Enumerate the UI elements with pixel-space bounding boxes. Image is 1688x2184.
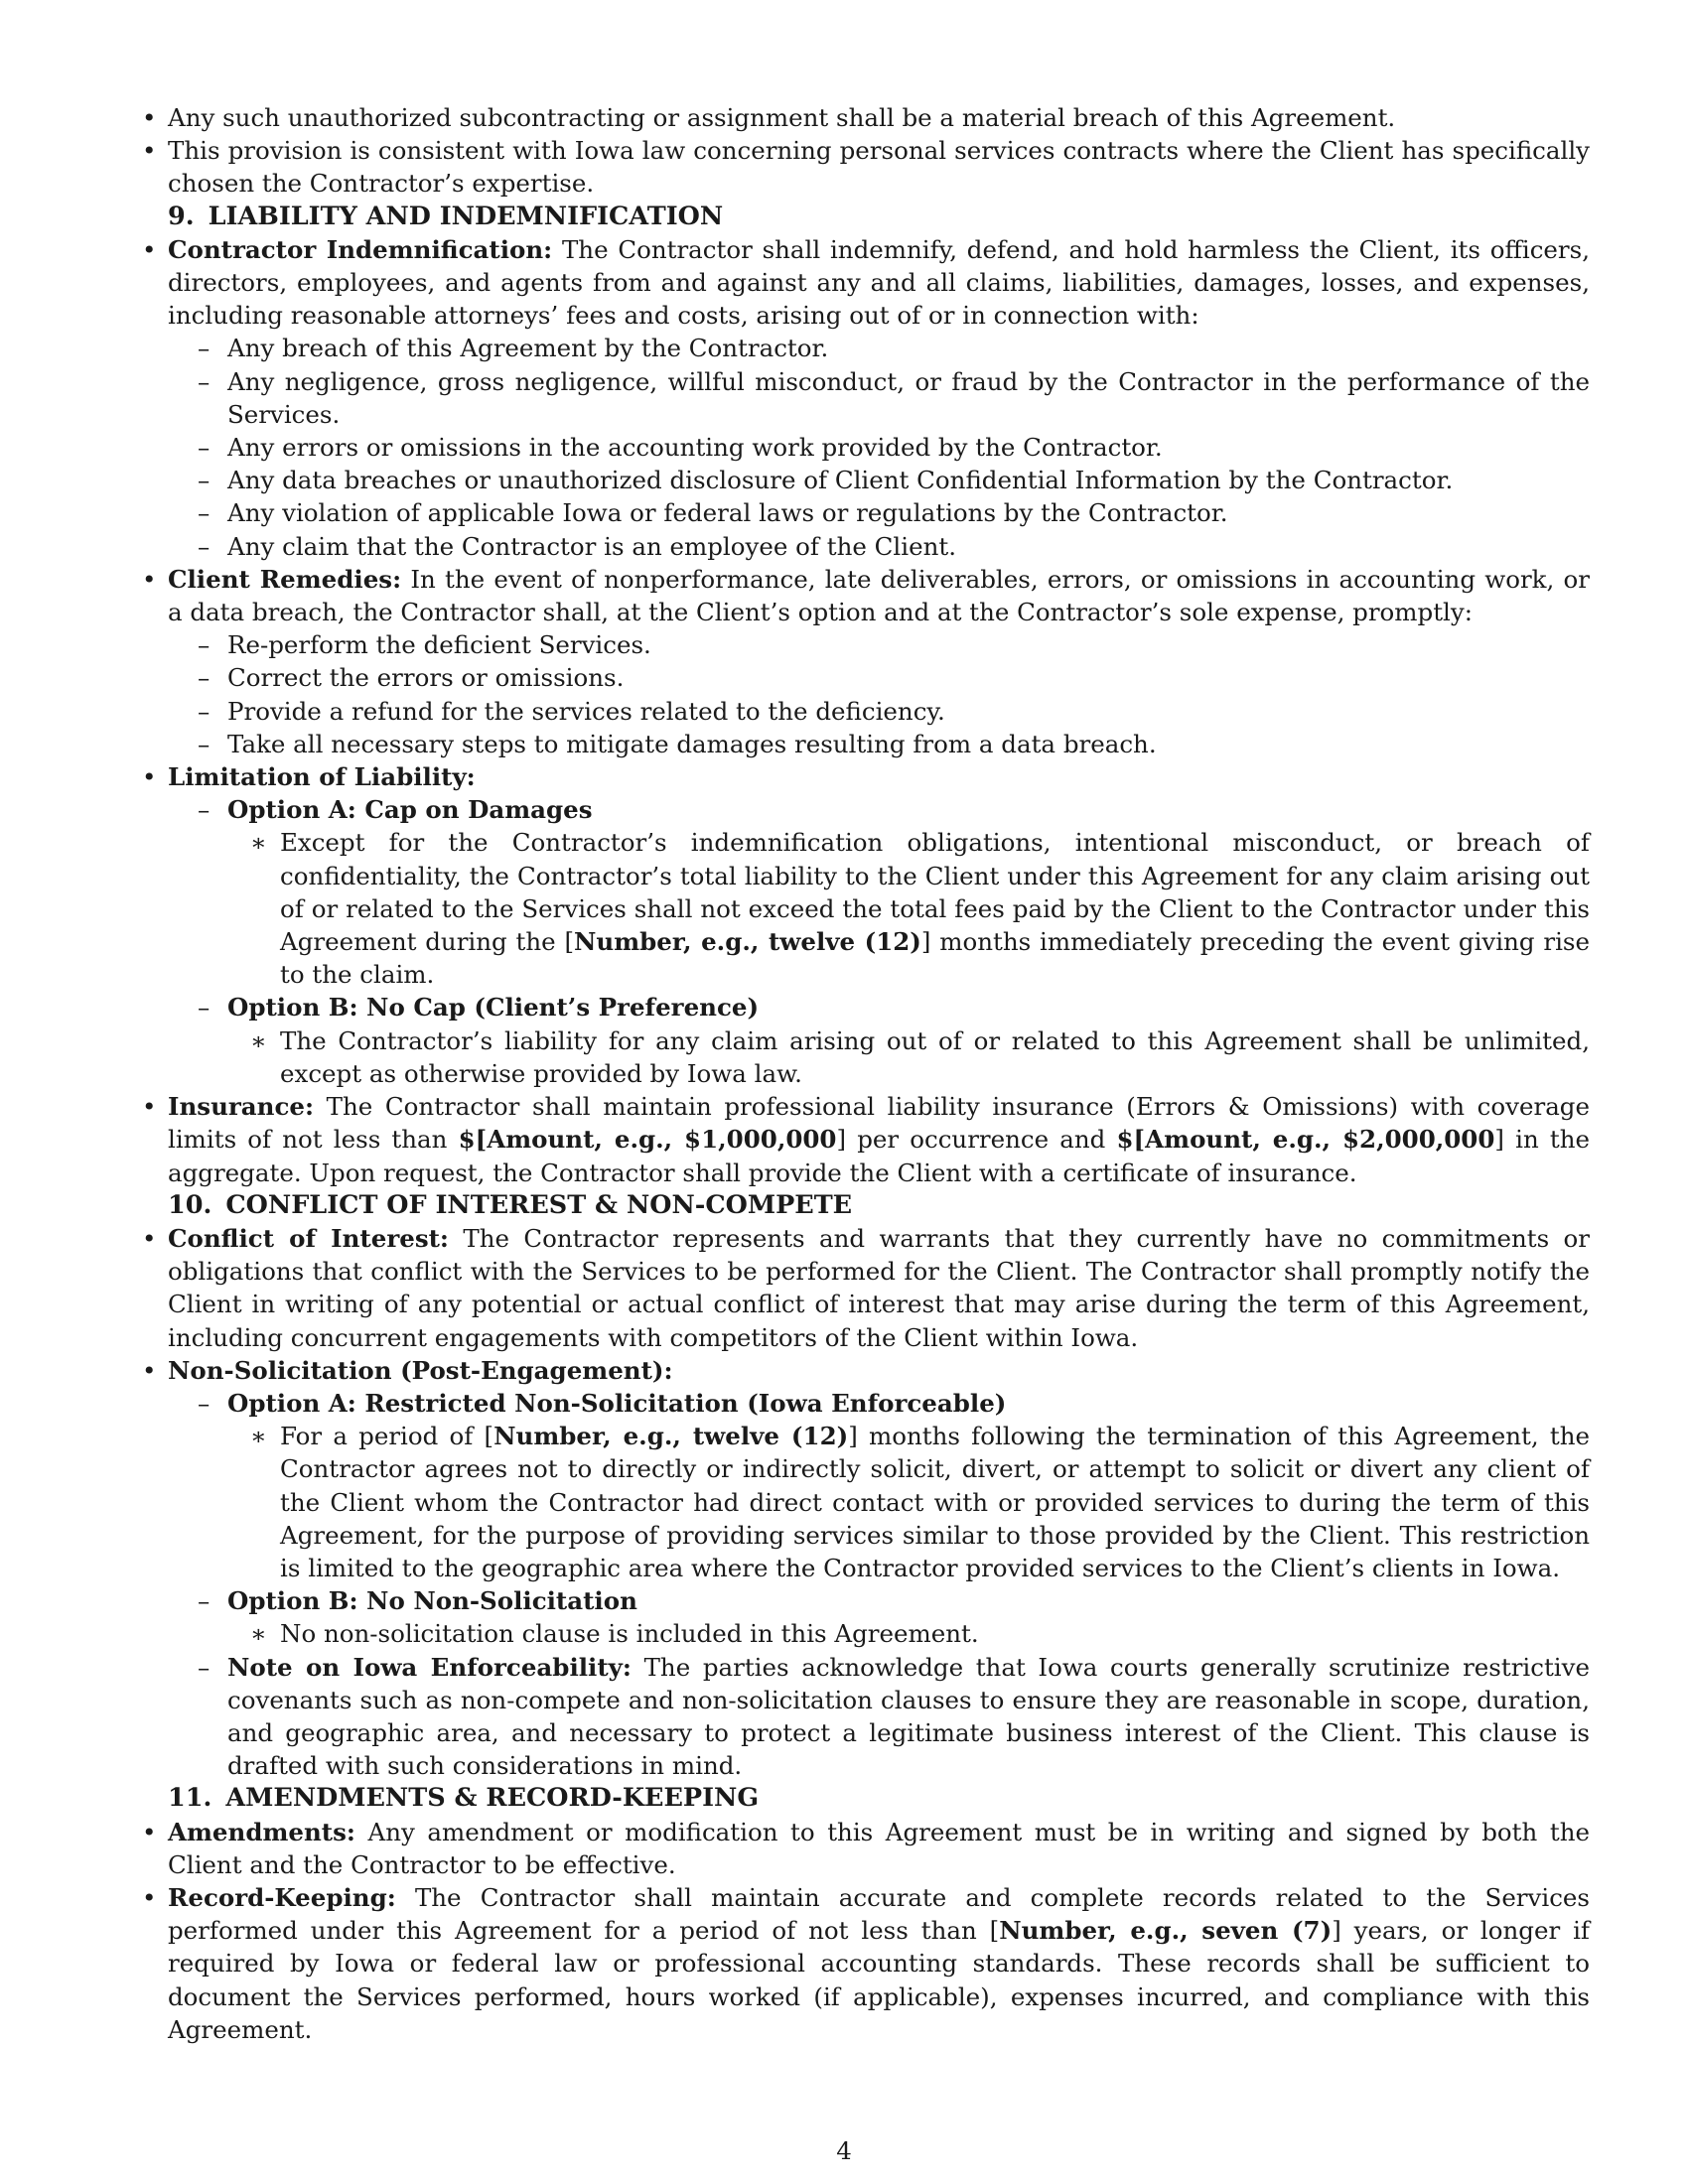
dash-marker: – — [198, 433, 211, 463]
list-item — [142, 1354, 1590, 1387]
item-label: Amendments: — [168, 1817, 355, 1846]
list-item: • Conflict of Interest: The Contractor represents and warrants that they currently have no commitments or obligations that conflict with the Services to be performed for the Client. The Contractor shall promptly notify the Client in writing of any potential or actual conflict of interest that may arise during the term of this Agreement, including concurrent engagements with competitors of the Client within Iowa. — [142, 1223, 1590, 1352]
item-label: Record-Keeping: — [168, 1882, 396, 1912]
section-heading-11: 11. AMENDMENTS & RECORD-KEEPING — [168, 1783, 760, 1814]
sub-list-item: – Any breach of this Agreement by the Contractor. — [168, 332, 1590, 364]
sub-list-item: – Any violation of applicable Iowa or federal laws or regulations by the Contractor. — [168, 496, 1590, 529]
dash-marker: – — [198, 1388, 211, 1418]
sub-sub-list-item: ∗ No non-solicitation clause is included in this Agreement. — [168, 1617, 1590, 1650]
sub-list-item: – Correct the errors or omissions. — [168, 661, 1590, 694]
sub-sub-list-item: ∗ For a period of [Number, e.g., twelve (12)] months following the termination of this Agreement, the Contractor agrees not to directly or indirectly solicit, divert, or attempt to solicit or divert any client of the Client whom the Contractor had direct contact with or provided services to during the term of this Agreement, for the purpose of providing services similar to those provided by the Client. This restriction is limited to the geographic area where the Contractor provided services to the Client’s clients in Iowa. — [250, 1422, 1590, 1582]
item-label: Client Remedies: — [168, 564, 402, 594]
dash-marker: – — [198, 334, 211, 363]
item-label: Limitation of Liability: — [168, 762, 476, 792]
section-heading-9: 9. LIABILITY AND INDEMNIFICATION — [168, 201, 724, 231]
sub-list-item: – Any claim that the Contractor is an employee of the Client. — [168, 530, 1590, 563]
bullet-marker: • — [142, 1223, 157, 1253]
dash-marker: – — [198, 663, 211, 693]
bullet-marker: • — [142, 234, 157, 264]
sub-sub-list-item: ∗ Except for the Contractor’s indemnification obligations, intentional misconduct, or breach of confidentiality, the Contractor’s total liability to the Client under this Agreement for any claim arising out of or related to the Services shall not exceed the total fees paid by the Client to the Contractor under this Agreement during the [Number, e.g., twelve (12)] months immediately preceding the event giving rise to the claim. — [250, 828, 1590, 990]
sub-list-item: – Option A: Cap on Damages — [168, 793, 1590, 826]
dash-marker: – — [198, 729, 211, 758]
page-number: 4 — [836, 2136, 852, 2165]
bullet-marker: • — [142, 762, 157, 792]
dash-marker: – — [198, 696, 211, 726]
sub-list-item: – Option B: No Non-Solicitation — [168, 1584, 1590, 1617]
sub-list-item: – Any data breaches or unauthorized disclosure of Client Confidential Information by the Contractor. — [168, 464, 1590, 496]
dash-marker: – — [198, 795, 211, 825]
item-label: Conflict of Interest: — [168, 1223, 449, 1253]
list-item: • Amendments: Any amendment or modification to this Agreement must be in writing and signed by both the Client and the Contractor to be effective. — [142, 1817, 1590, 1879]
bullet-marker: • — [142, 1817, 157, 1846]
list-item: • Contractor Indemnification: The Contractor shall indemnify, defend, and hold harmless the Client, its officers, directors, employees, and agents from and against any and all claims, liabilities, damages, losses, and expenses, including reasonable attorneys’ fees and costs, arising out of or in connection with: — [142, 234, 1591, 331]
sub-list-item: – Note on Iowa Enforceability: The parties acknowledge that Iowa courts generally scrutinize restrictive covenants such as non-compete and non-solicitation clauses to ensure they are reasonable in scope, duration, and geographic area, and necessary to protect a legitimate business interest of the Client. This clause is drafted with such considerations in mind. — [198, 1652, 1590, 1781]
sub-list-item: – Option A: Restricted Non-Solicitation (Iowa Enforceable) — [168, 1387, 1590, 1420]
sub-list-item: – Option B: No Cap (Client’s Preference) — [168, 991, 1590, 1024]
star-marker: ∗ — [250, 1619, 267, 1649]
star-marker: ∗ — [250, 828, 267, 858]
sub-list-item: – Any errors or omissions in the accounting work provided by the Contractor. — [168, 431, 1590, 464]
list-item: • Record-Keeping: The Contractor shall maintain accurate and complete records related to the Services performed under this Agreement for a period of not less than [Number, e.g., seven (7)] years, or longer if required by Iowa or federal law or professional accounting standards. These records shall be sufficient to document the Services performed, hours worked (if applicable), expenses incurred, and compliance with this Agreement. — [142, 1882, 1590, 2044]
list-item: • Insurance: The Contractor shall maintain professional liability insurance (Errors & Omissions) with coverage limits of not less than $[Amount, e.g., $1,000,000] per occurrence and $[Amount, e.g., $2,000,000] in the aggregate. Upon request, the Contractor shall provide the Client with a certificate of insurance. — [142, 1092, 1590, 1187]
sub-list-item: – Any negligence, gross negligence, willful misconduct, or fraud by the Contractor in the performance of the Services. — [198, 366, 1590, 429]
star-marker: ∗ — [250, 1025, 267, 1055]
list-item: • This provision is consistent with Iowa law concerning personal services contracts where the Client has specifically chosen the Contractor’s expertise. — [142, 136, 1590, 199]
list-item: • Any such unauthorized subcontracting or assignment shall be a material breach of this Agreement. — [168, 101, 1590, 134]
section-heading-10: 10. CONFLICT OF INTEREST & NON-COMPETE — [168, 1189, 853, 1220]
bullet-marker: • — [142, 136, 157, 166]
item-label: Insurance: — [168, 1092, 315, 1122]
list-item: • Client Remedies: In the event of nonperformance, late deliverables, errors, or omissions in accounting work, or a data breach, the Contractor shall, at the Client’s option and at the Contractor’s sole expense, promptly: — [142, 564, 1590, 627]
dash-marker: – — [198, 366, 211, 396]
sub-list-item: – Take all necessary steps to mitigate damages resulting from a data breach. — [168, 728, 1590, 760]
dash-marker: – — [198, 498, 211, 528]
dash-marker: – — [198, 1652, 211, 1682]
dash-marker: – — [198, 466, 211, 495]
dash-marker: – — [198, 993, 211, 1023]
list-item — [142, 760, 1590, 793]
sub-list-item: – Provide a refund for the services related to the deficiency. — [168, 695, 1590, 728]
item-label: Contractor Indemnification: — [168, 234, 553, 264]
item-label: Non-Solicitation (Post-Engagement): — [168, 1355, 673, 1385]
dash-marker: – — [198, 1586, 211, 1616]
bullet-marker: • — [142, 1092, 157, 1122]
bullet-marker: • — [142, 564, 157, 594]
sub-list-item: – Re-perform the deficient Services. — [168, 628, 1590, 661]
dash-marker: – — [198, 531, 211, 561]
sub-sub-list-item: ∗ The Contractor’s liability for any claim arising out of or related to this Agreement shall be unlimited, except as otherwise provided by Iowa law. — [250, 1025, 1590, 1088]
bullet-marker: • — [142, 103, 157, 132]
dash-marker: – — [198, 630, 211, 660]
bullet-marker: • — [142, 1355, 157, 1385]
star-marker: ∗ — [250, 1422, 267, 1451]
bullet-marker: • — [142, 1882, 157, 1912]
document-page — [142, 101, 1591, 2046]
